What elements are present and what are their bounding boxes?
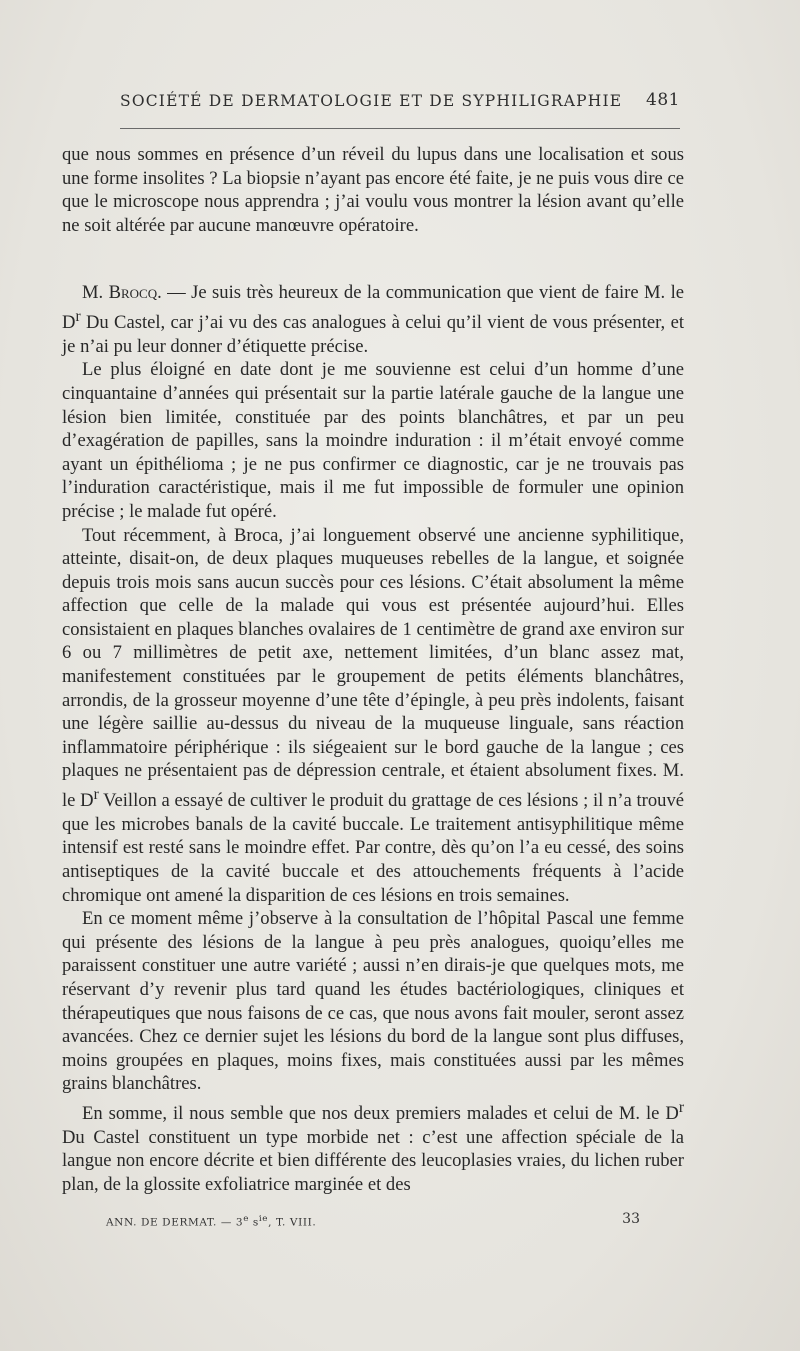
- journal-ref-part: ANN. DE DERMAT. — 3: [106, 1216, 244, 1229]
- page-number: 481: [646, 90, 680, 110]
- paragraph-text: Veillon a essayé de cultiver le produit du grattage de ces lésions ; il n’a trouvé que les microbes banals de la cavité buccale. Le traitement antisyphilitique même intensif est resté sans le moindre effet. Par contre, dès qu’on l’a eu cessé, des soins antiseptiques de la cavité buccale et des attouchements fréquents à l’acide chromique ont amené la disparition de ces lésions en trois semaines.: [62, 790, 685, 906]
- superscript: e: [243, 1214, 249, 1224]
- paragraph-text: Du Castel, car j’ai vu des cas analogues à celui qu’il vient de vous présenter, et je n’ai pu leur donner d’étiquette précise.: [62, 312, 684, 357]
- paragraph-brocq: [62, 281, 684, 358]
- header-rule: [120, 128, 680, 129]
- paragraph-text: Tout récemment, à Broca, j’ai longuement observé une ancienne syphilitique, atteinte, disait-on, de deux plaques muqueuses rebelles de la langue, et soignée depuis trois mois sans aucun succès pour ces lésions. C’était absolument la même affection que celle de la malade qui vous est présentée aujourd’hui. Elles consistaient en plaques blanches ovalaires de 1 centimètre de grand axe environ sur 6 ou 7 millimètres de petit axe, nettement limitées, d’un blanc assez mat, manifestement constituées par le groupement de petits éléments blanchâtres, arrondis, de la grosseur moyenne d’une tête d’épingle, à peu près indolents, faisant une légère saillie au-dessus du niveau de la muqueuse linguale, sans réaction inflammatoire périphérique : ils siégeaient sur le bord gauche de la langue ; ces plaques ne présentaient pas de dépression centrale, et étaient absolument fixes. M. le D: [62, 524, 684, 812]
- paragraph: [62, 1096, 684, 1197]
- superscript: r: [93, 786, 99, 804]
- running-title: SOCIÉTÉ DE DERMATOLOGIE ET DE SYPHILIGRAPHIE: [120, 92, 623, 110]
- page-header: [120, 92, 680, 120]
- superscript: r: [678, 1098, 684, 1116]
- speaker-name: M. Brocq.: [82, 282, 162, 304]
- body-text: [62, 143, 684, 1197]
- paragraph-text: — Je suis très heureux de la communication que vient de faire M. le D: [62, 282, 685, 334]
- paragraph: que nous sommes en présence d’un réveil du lupus dans une localisation et sous une forme insolites ? La biopsie n’ayant pas encore été faite, je ne puis vous dire ce que le microscope nous apprendra ; j’ai voulu vous montrer la lésion avant qu’elle ne soit altérée par aucune manœuvre opératoire.: [62, 144, 684, 236]
- paragraph: Le plus éloigné en date dont je me souvienne est celui d’un homme d’une cinquantaine d’années qui présentait sur la partie latérale gauche de la langue une lésion bien limitée, constituée par des points blanchâtres, et par un peu d’exagération de papilles, sans la moindre induration : il m’était envoyé comme ayant un épithélioma ; je ne pus confirmer ce diagnostic, car je ne trouvais pas l’induration caractéristique, mais il me fut impossible de formuler une opinion précise ; le malade fut opéré.: [62, 359, 684, 522]
- journal-ref-part: s: [248, 1216, 259, 1229]
- superscript: ie: [258, 1214, 269, 1224]
- signature-mark: 33: [622, 1211, 640, 1227]
- paragraph: [62, 524, 684, 908]
- journal-ref-part: , T. VIII.: [268, 1216, 317, 1229]
- paragraph-text: Du Castel constituent un type morbide net : c’est une affection spéciale de la langue non encore décrite et bien différente des leucoplasies vraies, du lichen ruber plan, de la glossite exfoliatrice marginée et des: [62, 1126, 684, 1195]
- page-footer: [106, 1211, 640, 1233]
- journal-reference: [106, 1214, 316, 1229]
- paragraph-text: En somme, il nous semble que nos deux premiers malades et celui de M. le D: [82, 1103, 679, 1125]
- paragraph: En ce moment même j’observe à la consultation de l’hôpital Pascal une femme qui présente des lésions de la langue à peu près analogues, quoiqu’elles me paraissent constituer une autre variété ; aussi n’en dirais-je que quelques mots, me réservant d’y revenir plus tard quand les études bactériologiques, cliniques et thérapeutiques que nous faisons de ce cas, que nous avons fait mouler, seront assez avancées. Chez ce dernier sujet les lésions du bord de la langue sont plus diffuses, moins groupées en plaques, moins fixes, mais constituées aussi par les mêmes grains blanchâtres.: [62, 908, 684, 1095]
- superscript: r: [75, 307, 81, 325]
